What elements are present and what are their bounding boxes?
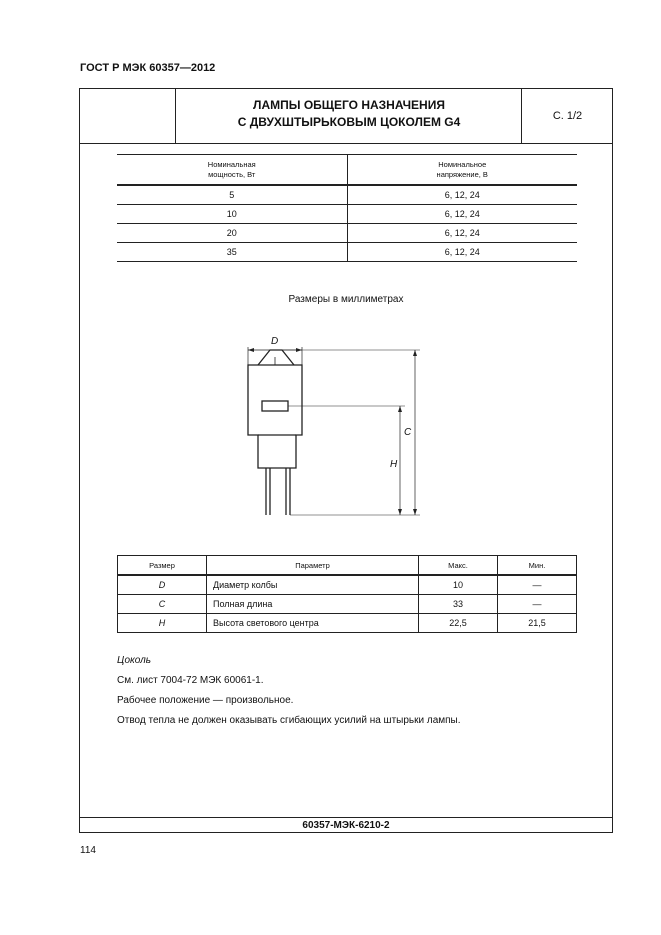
table-header-row: [117, 155, 577, 186]
table-row: [117, 205, 577, 224]
cell-min: —: [498, 575, 577, 595]
table-header-row: [118, 556, 577, 576]
cell-symbol: D: [118, 575, 207, 595]
cell-parameter: Диаметр колбы: [207, 575, 419, 595]
standard-header: ГОСТ Р МЭК 60357—2012: [80, 62, 216, 74]
cell-voltage: 6, 12, 24: [347, 243, 577, 262]
cell-voltage: 6, 12, 24: [347, 185, 577, 205]
dimensions-table: [117, 555, 577, 633]
table-row: [118, 595, 577, 614]
label-h: H: [390, 459, 398, 470]
pin-right: [286, 468, 290, 515]
power-voltage-table: [117, 154, 577, 262]
cell-power: 35: [117, 243, 347, 262]
sheet-frame: [79, 88, 613, 833]
cell-symbol: C: [118, 595, 207, 614]
cell-voltage: 6, 12, 24: [347, 224, 577, 243]
cell-max: 33: [419, 595, 498, 614]
cell-symbol: H: [118, 614, 207, 633]
filament: [262, 401, 288, 411]
table-row: [118, 614, 577, 633]
sheet-number: С. 1/2: [521, 89, 613, 143]
cell-max: 22,5: [419, 614, 498, 633]
table-row: [117, 224, 577, 243]
page-number: 114: [80, 845, 96, 856]
sheet-code: 60357-МЭК-6210-2: [80, 817, 612, 834]
cell-parameter: Полная длина: [207, 595, 419, 614]
note-line: Рабочее положение — произвольное.: [117, 695, 294, 706]
title-line-1: ЛАМПЫ ОБЩЕГО НАЗНАЧЕНИЯ: [253, 98, 445, 112]
lamp-bulb-outline: [248, 365, 302, 468]
table-row: [117, 243, 577, 262]
cell-max: 10: [419, 575, 498, 595]
title-left-cell: [80, 89, 176, 143]
column-header-power: Номинальная мощность, Вт: [117, 155, 347, 186]
cell-voltage: 6, 12, 24: [347, 205, 577, 224]
cell-parameter: Высота светового центра: [207, 614, 419, 633]
column-header-min: Мин.: [498, 556, 577, 576]
cell-min: 21,5: [498, 614, 577, 633]
title-block: [80, 89, 612, 144]
cell-power: 20: [117, 224, 347, 243]
note-line: Отвод тепла не должен оказывать сгибающих усилий на штырьки лампы.: [117, 715, 461, 726]
table-row: [118, 575, 577, 595]
base-notes: [117, 651, 461, 731]
title-line-2: С ДВУХШТЫРЬКОВЫМ ЦОКОЛЕМ G4: [237, 115, 461, 129]
sheet-title: [176, 97, 522, 131]
column-header-voltage: Номинальное напряжение, В: [347, 155, 577, 186]
column-header-parameter: Параметр: [207, 556, 419, 576]
column-header-max: Макс.: [419, 556, 498, 576]
lamp-tip: [258, 350, 294, 365]
label-d: D: [271, 336, 279, 347]
column-header-size: Размер: [118, 556, 207, 576]
dimensions-caption: Размеры в миллиметрах: [288, 294, 404, 305]
table-row: [117, 185, 577, 205]
note-line: См. лист 7004-72 МЭК 60061-1.: [117, 675, 264, 686]
label-c: C: [404, 427, 412, 438]
cell-min: —: [498, 595, 577, 614]
cell-power: 10: [117, 205, 347, 224]
cell-power: 5: [117, 185, 347, 205]
notes-heading: Цоколь: [117, 655, 152, 666]
pin-left: [266, 468, 270, 515]
lamp-drawing: [230, 317, 470, 532]
